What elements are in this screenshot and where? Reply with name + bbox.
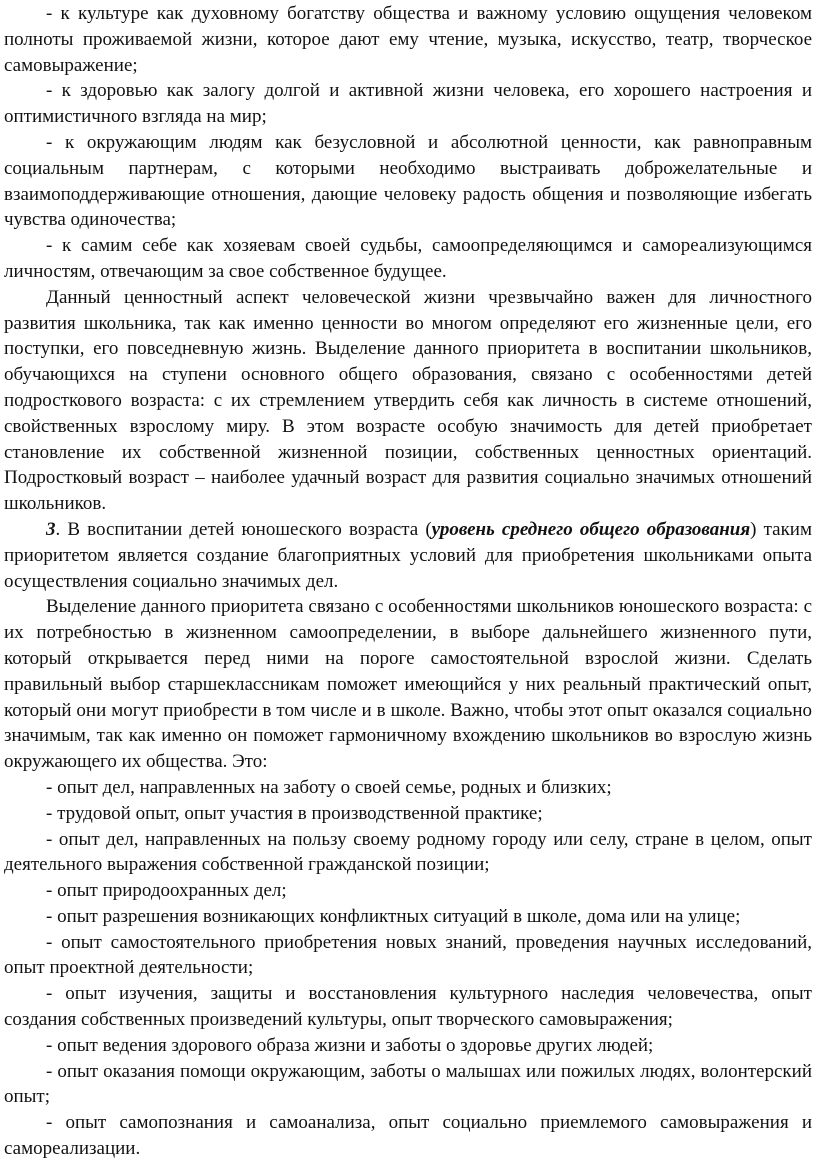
list-item-nature: - опыт природоохранных дел;	[46, 880, 287, 902]
list-item-self: - к самим себе как хозяевам своей судьбы, самоопределяющимся и самореализующимся личностям, отвечающим за свое собственное будущее.	[4, 235, 812, 282]
paragraph-value-aspect: Данный ценностный аспект человеческой жизни чрезвычайно важен для личностного развития школьника, так как именно ценности во многом определяют его жизненные цели, его поступки, его повседневную жизнь. Выделение данного приоритета в воспитании школьников, обучающихся на ступени основного общего образования, связано с особенностями детей подросткового возраста: с их стремлением утвердить себя как личность в системе отношений, свойственных взрослому миру. В этом возрасте особую значимость для детей приобретает становление их собственной жизненной позиции, собственных ценностных ориентаций. Подростковый возраст – наиболее удачный возраст для развития социально значимых отношений школьников.	[4, 286, 812, 515]
paragraph-youth-age: Выделение данного приоритета связано с особенностями школьников юношеского возраста: с их потребностью в жизненном самоопределении, в выборе дальнейшего жизненного пути, который открывается перед ними на пороге самостоятельной взрослой жизни. Сделать правильный выбор старшеклассникам поможет имеющийся у них реальный практический опыт, который они могут приобрести в том числе и в школе. Важно, чтобы этот опыт оказался социально значимым, так как именно он поможет гармоничному вхождению школьников во взрослую жизнь окружающего их общества. Это:	[4, 596, 812, 773]
paragraph-priority-3	[4, 517, 812, 594]
list-item-knowledge: - опыт самостоятельного приобретения новых знаний, проведения научных исследований, опыт проектной деятельности;	[4, 931, 812, 979]
list-item-volunteering: - опыт оказания помощи окружающим, заботы о малышах или пожилых людях, волонтерский опыт;	[4, 1060, 812, 1108]
priority-text-b: ) таким приоритетом является создание благоприятных условий для приобретения школьниками опыта осуществления социально значимых дел.	[4, 518, 812, 592]
list-item-family: - опыт дел, направленных на заботу о своей семье, родных и близких;	[46, 776, 612, 798]
list-item-labor: - трудовой опыт, опыт участия в производственной практике;	[46, 802, 543, 824]
list-item-people: - к окружающим людям как безусловной и абсолютной ценности, как равноправным социальным партнерам, с которыми необходимо выстраивать доброжелательные и взаимоподдерживающие отношения, дающие человеку радость общения и позволяющие избегать чувства одиночества;	[4, 131, 812, 231]
list-item-self-knowledge: - опыт самопознания и самоанализа, опыт социально приемлемого самовыражения и самореализации.	[4, 1112, 812, 1160]
priority-number: 3	[46, 518, 56, 540]
education-level-emphasis: уровень среднего общего образования	[431, 518, 751, 540]
list-item-health: - к здоровью как залогу долгой и активной жизни человека, его хорошего настроения и оптимистичного взгляда на мир;	[4, 80, 812, 128]
list-item-civic: - опыт дел, направленных на пользу своему родному городу или селу, стране в целом, опыт деятельного выражения собственной гражданской позиции;	[4, 828, 812, 876]
priority-text-a: . В воспитании детей юношеского возраста (	[55, 518, 432, 540]
list-item-conflicts: - опыт разрешения возникающих конфликтных ситуаций в школе, дома или на улице;	[46, 905, 741, 927]
list-item-culture: - к культуре как духовному богатству общества и важному условию ощущения человеком полноты проживаемой жизни, которое дают ему чтение, музыка, искусство, театр, творческое самовыражение;	[4, 3, 812, 76]
list-item-healthy-lifestyle: - опыт ведения здорового образа жизни и заботы о здоровье других людей;	[46, 1034, 654, 1056]
list-item-heritage: - опыт изучения, защиты и восстановления культурного наследия человечества, опыт создания собственных произведений культуры, опыт творческого самовыражения;	[4, 983, 812, 1031]
